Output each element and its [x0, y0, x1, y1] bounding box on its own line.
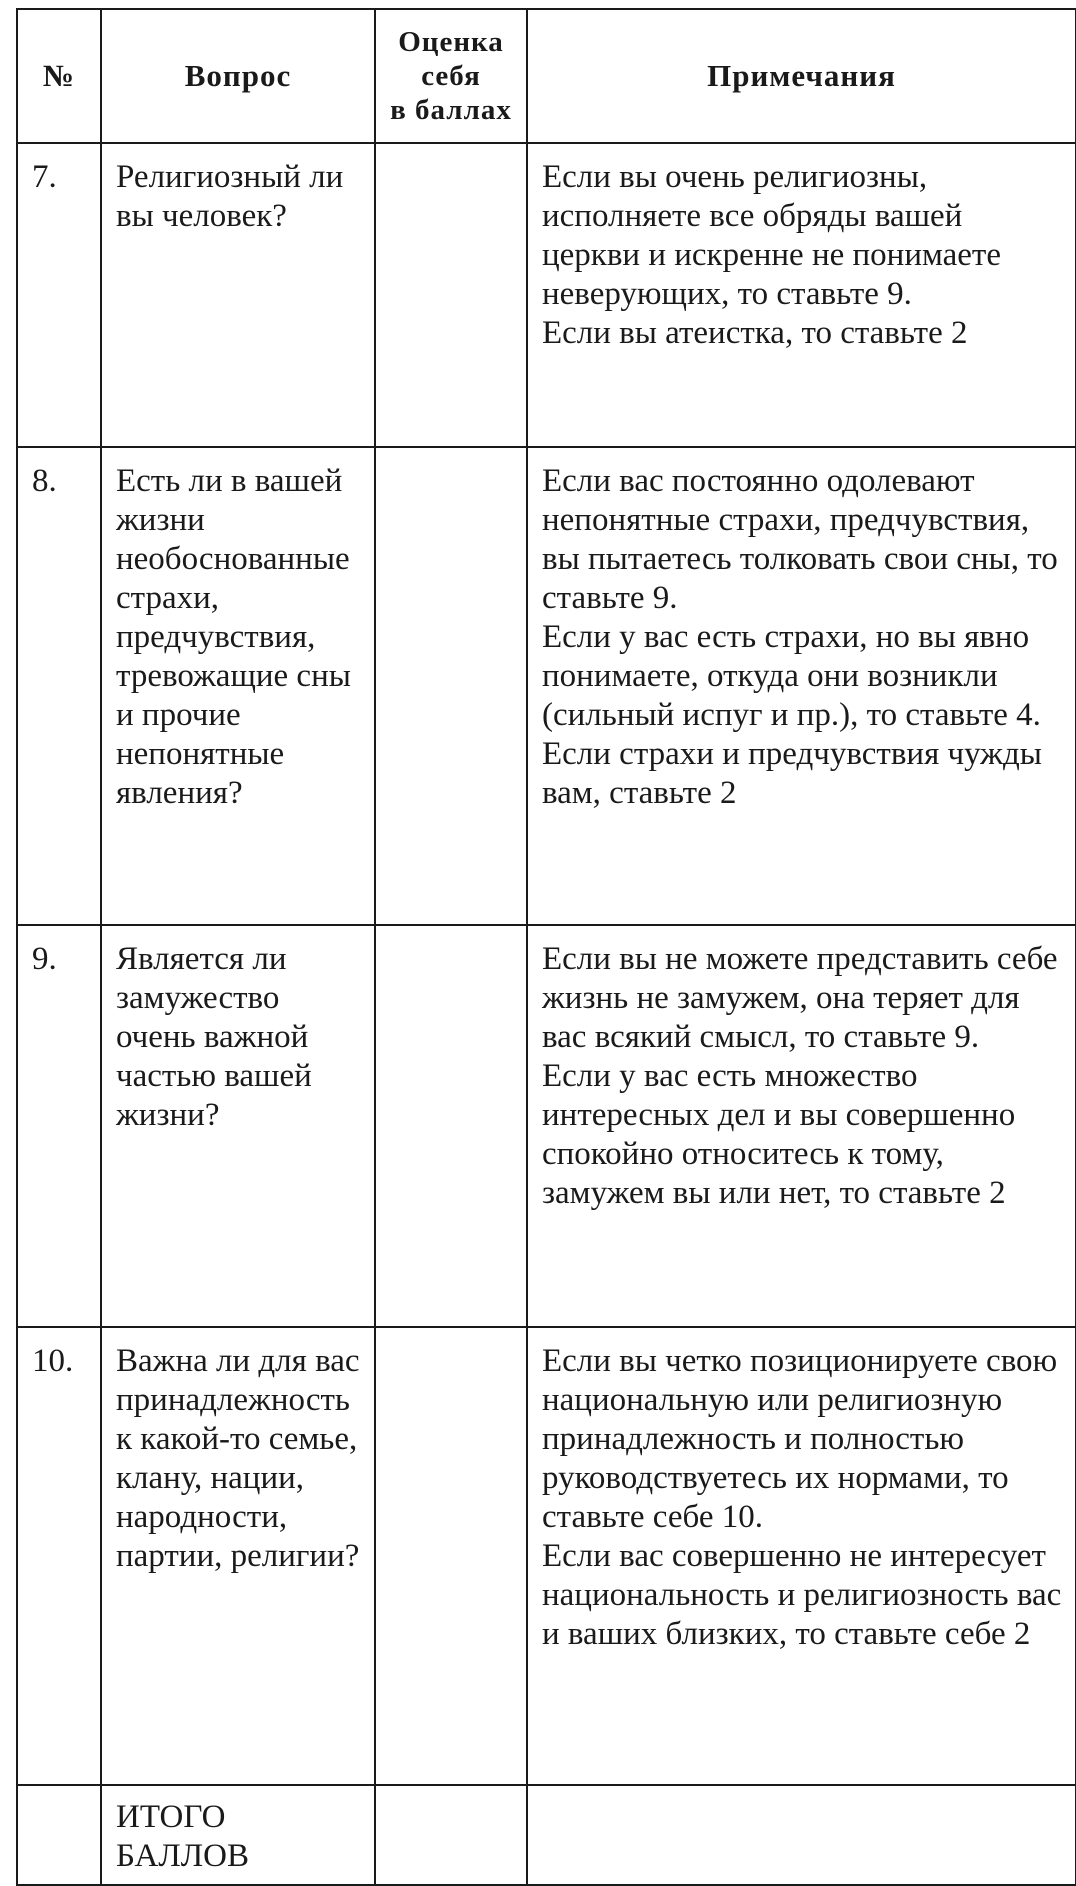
note-paragraph: Если вас совершенно не интересует национальность и религиозность вас и ваших близких, то ставьте себе 2	[542, 1538, 1062, 1652]
row-score-cell[interactable]	[375, 447, 527, 925]
total-notes	[527, 1785, 1076, 1885]
quiz-table	[16, 8, 1076, 1886]
row-number: 10.	[17, 1327, 101, 1785]
table-row	[17, 447, 1076, 925]
total-number	[17, 1785, 101, 1885]
header-question: Вопрос	[101, 9, 375, 143]
header-score	[375, 9, 527, 143]
row-question: Есть ли в вашей жизни необоснованные страхи, предчувствия, тревожащие сны и прочие непонятные явления?	[101, 447, 375, 925]
note-paragraph: Если вы очень религиозны, исполняете все обряды вашей церкви и искренне не понимаете неверующих, то ставьте 9.	[542, 159, 1002, 312]
table-row	[17, 1327, 1076, 1785]
note-paragraph: Если вас постоянно одолевают непонятные страхи, предчувствия, вы пытаетесь толковать свои сны, то ставьте 9.	[542, 463, 1058, 616]
header-score-line2: себя	[421, 60, 481, 92]
row-score-cell[interactable]	[375, 143, 527, 447]
row-notes	[527, 925, 1076, 1327]
row-number: 8.	[17, 447, 101, 925]
total-score-cell[interactable]	[375, 1785, 527, 1885]
row-question: Важна ли для вас принадлежность к какой-то семье, клану, нации, народности, партии, религии?	[101, 1327, 375, 1785]
table-row	[17, 925, 1076, 1327]
row-notes	[527, 143, 1076, 447]
header-score-line3: в баллах	[390, 94, 512, 126]
header-num: №	[17, 9, 101, 143]
quiz-page	[16, 8, 1075, 1886]
row-score-cell[interactable]	[375, 925, 527, 1327]
note-paragraph: Если у вас есть страхи, но вы явно понимаете, откуда они возникли (сильный испуг и пр.), то ставьте 4.	[542, 619, 1041, 733]
row-question: Религиозный ли вы человек?	[101, 143, 375, 447]
header-notes: Примечания	[527, 9, 1076, 143]
header-score-line1: Оценка	[398, 26, 504, 58]
row-notes	[527, 1327, 1076, 1785]
note-paragraph: Если вы атеистка, то ставьте 2	[542, 315, 968, 351]
row-score-cell[interactable]	[375, 1327, 527, 1785]
row-notes	[527, 447, 1076, 925]
row-number: 9.	[17, 925, 101, 1327]
total-label: ИТОГО БАЛЛОВ	[101, 1785, 375, 1885]
note-paragraph: Если страхи и предчувствия чужды вам, ставьте 2	[542, 736, 1042, 811]
note-paragraph: Если вы четко позиционируете свою национальную или религиозную принадлежность и полностью руководствуетесь их нормами, то ставьте себе 10.	[542, 1343, 1058, 1535]
table-row	[17, 143, 1076, 447]
row-number: 7.	[17, 143, 101, 447]
note-paragraph: Если вы не можете представить себе жизнь не замужем, она теряет для вас всякий смысл, то ставьте 9.	[542, 941, 1058, 1055]
note-paragraph: Если у вас есть множество интересных дел и вы совершенно спокойно относитесь к тому, замужем вы или нет, то ставьте 2	[542, 1058, 1016, 1211]
row-question: Является ли замужество очень важной частью вашей жизни?	[101, 925, 375, 1327]
table-header-row	[17, 9, 1076, 143]
total-row	[17, 1785, 1076, 1885]
